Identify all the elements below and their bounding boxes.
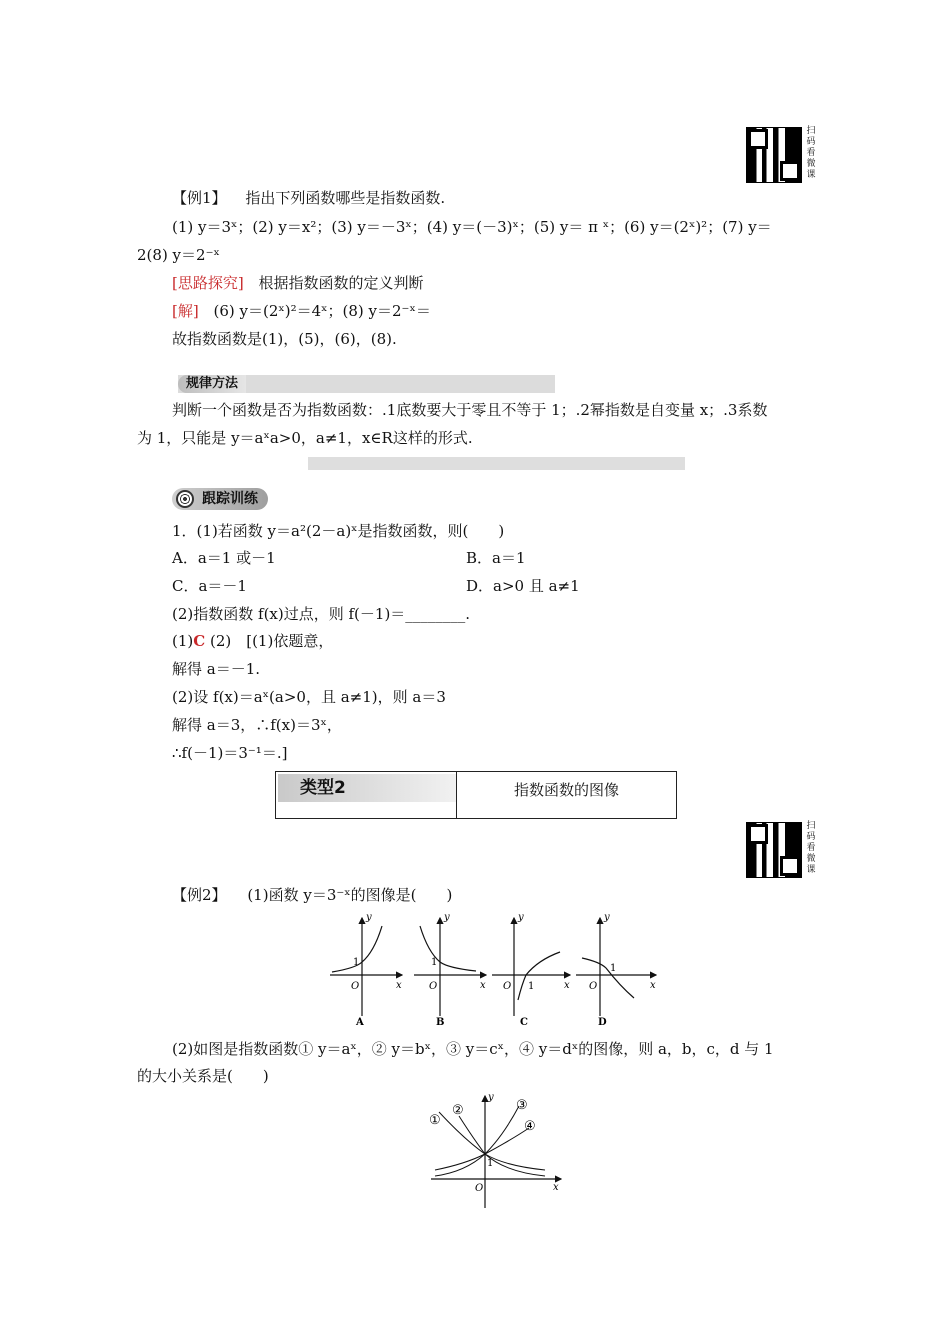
thinking-tag: [思路探究] [172,274,244,292]
example-1-line-2: 2(8) y＝2⁻ˣ [137,246,220,264]
curve-label-2: ② [452,1103,464,1118]
svg-text:y: y [604,912,610,923]
practice-question-1: 1．(1)若函数 y＝a²(2－a)ˣ是指数函数，则( ) [172,522,505,540]
graph-c [492,912,570,1028]
svg-text:y: y [366,912,372,923]
svg-text:O: O [475,1183,484,1194]
practice-tag: 跟踪训练 [172,488,268,510]
type-2-tag: 类型2 [278,774,456,802]
solution-step-4: ∴f(－1)＝3⁻¹＝.] [172,744,288,762]
svg-text:O: O [351,981,360,992]
svg-text:1: 1 [610,963,617,974]
graph-a [330,912,402,1028]
svg-text:x: x [564,980,570,991]
target-icon [176,490,194,508]
thinking-line [172,273,424,293]
svg-text:y: y [518,912,524,923]
option-d: D．a>0 且 a≠1 [466,577,580,595]
solution-text: (6) y＝(2ˣ)²＝4ˣ；(8) y＝2⁻ˣ＝ [213,302,431,320]
svg-text:O: O [503,981,512,992]
graph-d [576,912,656,1028]
answer-choice: C [193,632,206,650]
solution-step-1: 解得 a＝－1. [172,660,261,678]
graph-b [414,912,486,1028]
example-1-heading [172,188,445,208]
example-2-question-2-line-1: (2)如图是指数函数① y＝aˣ，② y＝bˣ，③ y＝cˣ，④ y＝dˣ的图像，则 a，b，c，d 与 1 [172,1040,774,1058]
option-b: B．a＝1 [466,549,526,567]
qr-code [746,822,802,878]
option-c: C．a＝－1 [172,577,247,595]
method-divider [308,457,685,470]
svg-text:x: x [480,980,486,991]
curve-label-1: ① [429,1113,441,1128]
svg-text:x: x [650,980,656,991]
practice-question-2: (2)指数函数 f(x)过点，则 f(－1)＝________. [172,605,471,623]
svg-text:O: O [589,981,598,992]
graph-label-d: D [598,1017,607,1028]
svg-text:y: y [444,912,450,923]
option-a: A．a＝1 或－1 [172,549,276,567]
method-banner [178,375,555,393]
answer-line: (1)C (2) [(1)依题意， [172,632,334,650]
example-label: 【例2】 [172,886,227,904]
svg-text:x: x [553,1182,559,1193]
svg-text:1: 1 [487,1158,494,1169]
graph-label-a: A [356,1017,364,1028]
curve-label-4: ④ [524,1119,536,1134]
exponential-curves-graph [425,1090,570,1212]
svg-text:x: x [396,980,402,991]
solution-step-2: (2)设 f(x)＝aˣ(a>0，且 a≠1)，则 a＝3 [172,688,446,706]
type-2-box [275,771,677,819]
example-2-heading [172,885,452,905]
qr-code [746,127,802,183]
example-label: 【例1】 [172,189,227,207]
thinking-text: 根据指数函数的定义判断 [258,274,424,292]
curve-label-3: ③ [516,1098,528,1113]
solution-tag: [解] [172,302,199,320]
example-2-question-1: (1)函数 y＝3⁻ˣ的图像是( ) [247,886,453,904]
example-title: 指出下列函数哪些是指数函数. [245,189,446,207]
graph-label-b: B [436,1017,445,1028]
svg-text:1: 1 [353,957,360,968]
method-tag: 规律方法 [178,375,246,393]
conclusion-line: 故指数函数是(1)，(5)，(6)，(8). [172,330,397,348]
svg-text:1: 1 [431,957,438,968]
method-line-1: 判断一个函数是否为指数函数：.1底数要大于零且不等于 1；.2幂指数是自变量 x；.3系数 [172,401,768,419]
method-line-2: 为 1，只能是 y＝aˣa>0，a≠1，x∈R这样的形式. [137,429,473,447]
choice-graphs [320,908,660,1030]
solution-line [172,301,431,321]
svg-text:y: y [488,1092,494,1103]
svg-text:O: O [429,981,438,992]
svg-text:1: 1 [528,981,535,992]
example-1-line-1: (1) y＝3ˣ；(2) y＝x²；(3) y＝－3ˣ；(4) y＝(－3)ˣ；(5) y＝ π ˣ；(6) y＝(2ˣ)²；(7) y＝ [172,218,772,236]
graph-label-c: C [520,1017,528,1028]
solution-step-3: 解得 a＝3，∴f(x)＝3ˣ， [172,716,342,734]
type-2-title: 指数函数的图像 [513,781,619,799]
example-2-question-2-line-2: 的大小关系是( ) [137,1067,269,1085]
